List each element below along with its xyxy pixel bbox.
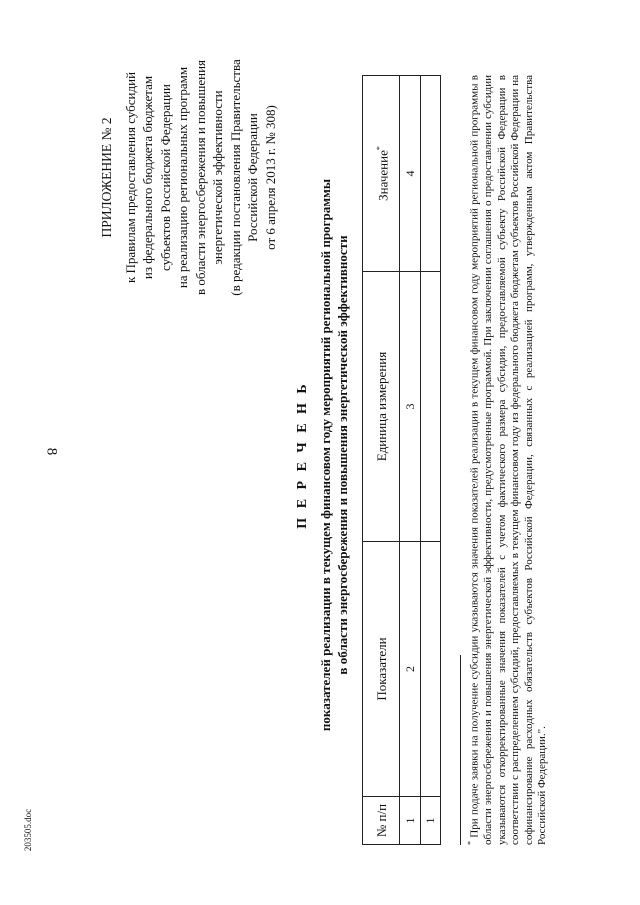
title-line-2: в области энергосбережения и повышения энергетической эффективности — [335, 235, 350, 675]
document-title: П Е Р Е Ч Е Н Ь — [295, 381, 310, 529]
appendix-line: к Правилам предоставления субсидий — [122, 71, 138, 284]
indicators-table — [362, 75, 441, 845]
table-cell — [421, 76, 441, 272]
header-footnote-mark: * — [374, 146, 384, 151]
footnote-text: При подаче заявки на получение субсидии указываются значения показателей реализации в текущем финансовом году мероприятий региональной программы в области энергосбережения и повышения энергетической эффективности, предусмотренные программой. При заключении соглашения о предоставлении субсидии указываются откорректированные значения показателей с учетом фактического размера субсидии, предоставляемой субъекту Российской Федерации в соответствии с распределением субсидий, предоставляемых в текущем финансовом году из федерального бюджета бюджетам субъектов Российской Федерации на софинансирование расходных обязательств субъектов Российской Федерации, связанных с реализацией программ, утвержденным актом Правительства Российской Федерации.". — [468, 75, 549, 845]
table-header-row — [363, 76, 400, 845]
table-cell — [421, 272, 441, 542]
table-cell: 1 — [400, 797, 421, 845]
table-row — [421, 76, 441, 845]
page-number: 8 — [43, 447, 60, 456]
appendix-line: Российской Федерации — [245, 113, 260, 242]
title-block — [295, 45, 351, 865]
header-unit: Единица измерения — [363, 272, 400, 542]
document-code: 203505.doc — [23, 808, 33, 852]
table-index-row — [400, 76, 421, 845]
appendix-line: из федерального бюджета бюджетам — [140, 75, 155, 280]
table-cell: 3 — [400, 272, 421, 542]
table-cell: 1 — [421, 797, 441, 845]
footnote — [464, 75, 550, 845]
footnote-mark: * — [466, 841, 475, 845]
appendix-line: в области энергосбережения и повышения — [192, 59, 208, 296]
title-line-1: показателей реализации в текущем финансовом году мероприятий региональной программы — [318, 178, 333, 732]
table-cell: 2 — [400, 542, 421, 797]
table-cell — [421, 542, 441, 797]
header-value-label: Значение — [375, 150, 391, 201]
footnote-divider — [460, 655, 461, 845]
table-cell: 4 — [400, 76, 421, 272]
appendix-block — [98, 10, 279, 345]
appendix-line: (в редакции постановления Правительства — [227, 59, 243, 296]
appendix-line: субъектов Российской Федерации — [157, 84, 173, 271]
rotated-document-sheet — [80, 0, 640, 905]
header-indicators: Показатели — [363, 542, 400, 797]
appendix-line: от 6 апреля 2013 г. № 308) — [262, 105, 278, 250]
header-value — [363, 76, 400, 272]
appendix-line: энергетической эффективности — [210, 90, 225, 265]
header-number: № п/п — [363, 797, 400, 845]
appendix-heading: ПРИЛОЖЕНИЕ № 2 — [99, 117, 114, 238]
appendix-line: на реализацию региональных программ — [175, 66, 190, 289]
